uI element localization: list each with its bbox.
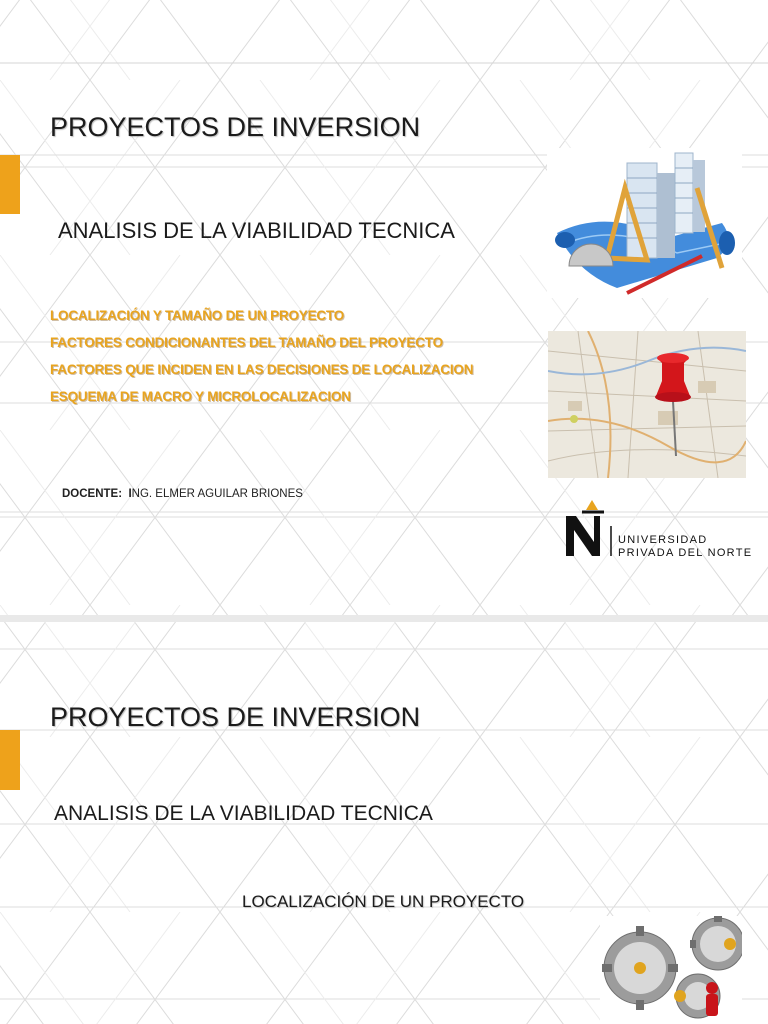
list-item: FACTORES CONDICIONANTES DEL TAMAÑO DEL PROYECTO — [50, 335, 443, 350]
docente-name: NG. ELMER AGUILAR BRIONES — [131, 488, 303, 500]
list-item: LOCALIZACIÓN Y TAMAÑO DE UN PROYECTO — [50, 308, 345, 323]
map-pushpin-photo — [548, 331, 746, 478]
docente-line — [62, 488, 303, 500]
slide-title: PROYECTOS DE INVERSION — [50, 112, 421, 142]
slide-subtitle: ANALISIS DE LA VIABILIDAD TECNICA — [54, 802, 433, 825]
slide-title: PROYECTOS DE INVERSION — [50, 702, 421, 732]
docente-initial: I — [128, 488, 132, 500]
accent-bar — [0, 155, 20, 214]
logo-line-2: PRIVADA DEL NORTE — [618, 547, 752, 559]
gears-illustration — [600, 916, 742, 1024]
logo-line-1: UNIVERSIDAD — [618, 534, 708, 546]
slide-subtitle: ANALISIS DE LA VIABILIDAD TECNICA — [58, 218, 455, 243]
docente-label: DOCENTE: — [62, 488, 123, 500]
buildings-blueprint-illustration — [547, 148, 742, 298]
upn-logo — [560, 498, 752, 560]
lesson-topic: LOCALIZACIÓN DE UN PROYECTO — [242, 892, 525, 911]
list-item: FACTORES QUE INCIDEN EN LAS DECISIONES DE LOCALIZACION — [50, 362, 474, 377]
list-item: ESQUEMA DE MACRO Y MICROLOCALIZACION — [50, 389, 351, 404]
slide-2 — [0, 622, 768, 1024]
topics-list — [50, 302, 473, 410]
accent-bar — [0, 730, 20, 790]
